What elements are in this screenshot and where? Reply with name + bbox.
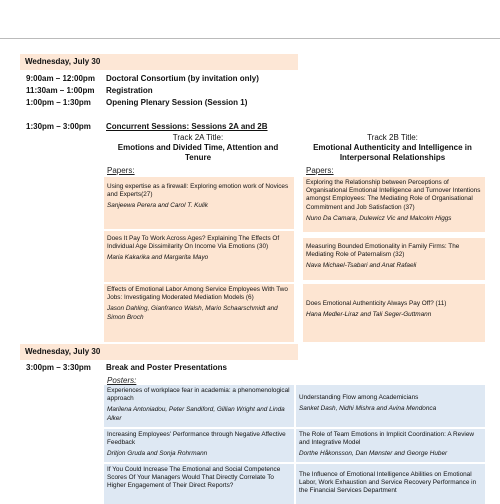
- poster-title: The Influence of Emotional Intelligence Abilities on Emotional Labor, Work Exhaustion and Service Recovery Performance in the Financial Services Department: [299, 471, 477, 495]
- poster-title: If You Could Increase The Emotional and Social Competence Scores Of Your Managers Would That Directly Correlate To Higher Engagement of Their Direct Reports?: [107, 466, 281, 490]
- poster-authors: Dorthe Håkonsson, Dan Mønster and George Huber: [299, 450, 448, 458]
- schedule-time: 11:30am – 1:00pm: [26, 86, 95, 95]
- paper-card: [303, 177, 485, 232]
- poster-card: [296, 385, 485, 427]
- paper-card: [104, 231, 294, 282]
- poster-card: [296, 464, 485, 504]
- schedule-event: Registration: [106, 86, 153, 95]
- paper-card: [104, 284, 294, 342]
- top-rule: [0, 38, 500, 39]
- poster-authors: Dritjon Gruda and Sonja Rohrmann: [107, 450, 208, 458]
- paper-authors: Hana Medler-Liraz and Tali Seger-Guttmann: [306, 311, 432, 319]
- track-2b-title: Emotional Authenticity and Intelligence in Interpersonal Relationships: [313, 143, 472, 162]
- schedule-time: 1:30pm – 3:00pm: [26, 122, 91, 131]
- track-2a-label: Track 2A Title:: [172, 133, 224, 142]
- schedule-row: [26, 86, 153, 96]
- paper-title: Measuring Bounded Emotionality in Family Firms: The Mediating Role of Paternalism (32): [306, 243, 460, 259]
- schedule-time: 1:00pm – 1:30pm: [26, 98, 91, 107]
- paper-card: [303, 284, 485, 342]
- papers-label: Papers:: [107, 166, 135, 175]
- poster-card: [104, 464, 294, 504]
- poster-title: The Role of Team Emotions in Implicit Coordination: A Review and Integrative Model: [299, 431, 474, 447]
- track-2a-header: [108, 133, 288, 163]
- paper-title: Exploring the Relationship between Perceptions of Organisational Emotional Intelligence and Turnover Intentions amongst Employees: The Mediating Role of Organisational Commitment and Job Satisfaction (37): [306, 179, 481, 211]
- paper-title: Does It Pay To Work Across Ages? Explaining The Effects Of Individual Age Dissimilarity On Income Via Emotions (30): [107, 235, 280, 251]
- track-2b-header: [300, 133, 485, 163]
- poster-title: Understanding Flow among Academicians: [299, 394, 419, 401]
- poster-card: [104, 429, 294, 462]
- concurrent-sessions-title: Concurrent Sessions: Sessions 2A and 2B: [106, 122, 268, 131]
- schedule-row: [26, 74, 259, 84]
- schedule-event: Doctoral Consortium (by invitation only): [106, 74, 259, 83]
- schedule-event: Opening Plenary Session (Session 1): [106, 98, 248, 107]
- day-header: Wednesday, July 30: [20, 344, 298, 360]
- paper-authors: Nuno Da Camara, Dulewicz Vic and Malcolm Higgs: [306, 214, 452, 222]
- track-2a-title: Emotions and Divided Time, Attention and Tenure: [117, 143, 279, 162]
- poster-card: [104, 385, 294, 427]
- poster-title: Increasing Employees' Performance through Negative Affective Feedback: [107, 431, 286, 447]
- schedule-row: [26, 98, 247, 108]
- poster-authors: Sanket Dash, Nidhi Mishra and Avina Mendonca: [299, 405, 437, 413]
- schedule-row: [26, 363, 227, 373]
- paper-card: [303, 238, 485, 280]
- poster-authors: Marilena Antoniadou, Peter Sandiford, Gillian Wright and Linda Alker: [107, 406, 285, 422]
- paper-authors: Nava Michael-Tsabari and Anat Rafaeli: [306, 262, 417, 270]
- schedule-time: 9:00am – 12:00pm: [26, 74, 95, 83]
- paper-authors: Sanjeewa Perera and Carol T. Kulik: [107, 202, 209, 210]
- paper-authors: Jason Dahling, Gianfranco Walsh, Mario Schaarschmidt and Simon Broch: [107, 305, 278, 321]
- paper-title: Using expertise as a firewall: Exploring emotion work of Novices and Experts(27): [107, 183, 289, 199]
- poster-title: Experiences of workplace fear in academia: a phenomenological approach: [107, 387, 290, 403]
- schedule-event: Break and Poster Presentations: [106, 363, 227, 372]
- papers-label: Papers:: [306, 166, 334, 175]
- track-2b-label: Track 2B Title:: [367, 133, 418, 142]
- poster-card: [296, 429, 485, 462]
- posters-label: Posters:: [107, 376, 137, 385]
- day-header: Wednesday, July 30: [20, 54, 298, 70]
- paper-authors: Maria Kakarika and Margarita Mayo: [107, 254, 209, 262]
- schedule-row: [26, 122, 268, 132]
- paper-title: Does Emotional Authenticity Always Pay Off? (11): [306, 300, 447, 307]
- paper-card: [104, 177, 294, 229]
- schedule-time: 3:00pm – 3:30pm: [26, 363, 91, 372]
- paper-title: Effects of Emotional Labor Among Service Employees With Two Jobs: Investigating Moderated Mediation Models (6): [107, 286, 288, 302]
